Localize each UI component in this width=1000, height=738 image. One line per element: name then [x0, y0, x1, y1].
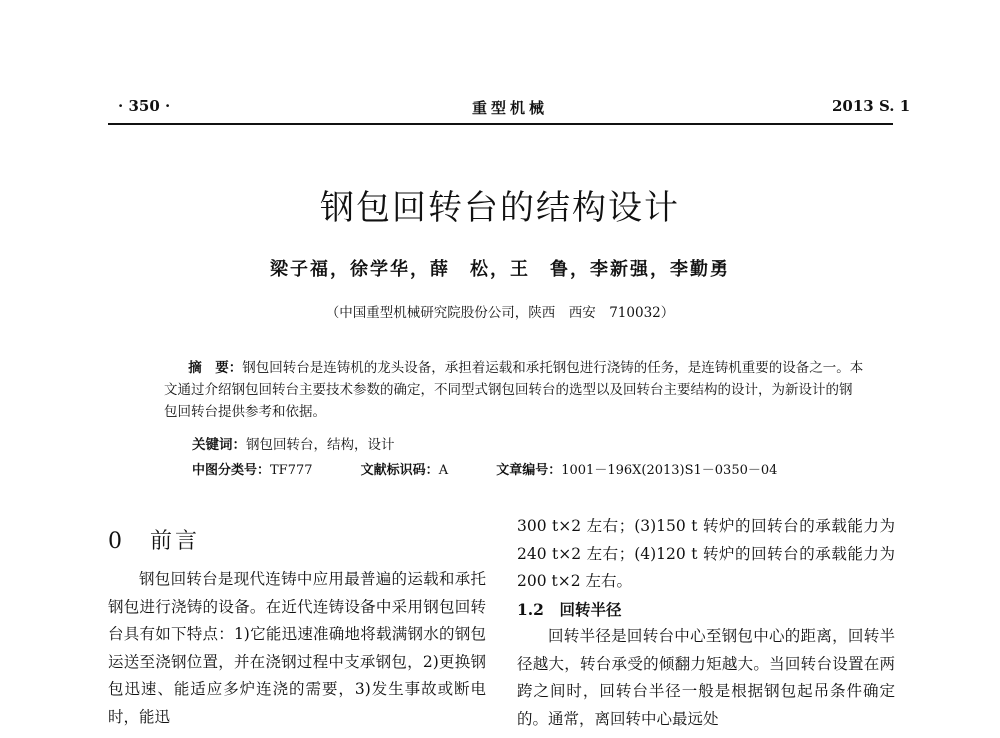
paper-title: 钢包回转台的结构设计	[320, 188, 680, 228]
abstract	[164, 357, 864, 423]
author-list: 梁子福，徐学华，薛 松，王 鲁，李新强，李勤勇	[270, 259, 730, 280]
radius-paragraph: 回转半径是回转台中心至钢包中心的距离，回转半径越大，转台承受的倾翻力矩越大。当回转台设置在两跨之间时，回转台半径一般是根据钢包起吊条件确定的。通常，离回转中心最远处	[517, 627, 895, 728]
subsection-heading-radius: 1.2 回转半径	[517, 599, 622, 619]
article-id-label: 文章编号：	[496, 463, 562, 478]
doc-code-label: 文献标识码：	[360, 463, 439, 478]
right-column	[517, 513, 895, 733]
page-number: · 350 ·	[118, 97, 171, 115]
preface-paragraph: 钢包回转台是现代连铸中应用最普遍的运载和承托钢包进行浇铸的设备。在近代连铸设备中采用钢包回转台具有如下特点：1)它能迅速准确地将载满钢水的钢包运送至浇钢位置，并在浇钢过程中支承钢包，2)更换钢包迅速、能适应多炉连浇的需要，3)发生事故或断电时，能迅	[108, 570, 486, 726]
section-heading-preface: 0 前言	[108, 529, 200, 554]
abstract-text: 钢包回转台是连铸机的龙头设备，承担着运载和承托钢包进行浇铸的任务，是连铸机重要的设备之一。本文通过介绍钢包回转台主要技术参数的确定，不同型式钢包回转台的选型以及回转台主要结构的设计，为新设计的钢包回转台提供参考和依据。	[164, 360, 864, 420]
keywords	[192, 433, 395, 453]
classification-row	[192, 459, 777, 478]
keywords-label: 关键词：	[192, 437, 246, 453]
clc-value: TF777	[270, 463, 313, 478]
issue-number: 2013 S. 1	[832, 97, 911, 115]
keywords-text: 钢包回转台，结构，设计	[246, 437, 395, 453]
capacity-paragraph: 300 t×2 左右；(3)150 t 转炉的回转台的承载能力为 240 t×2 左右；(4)120 t 转炉的回转台的承载能力为 200 t×2 左右。	[517, 517, 895, 590]
clc-label: 中图分类号：	[192, 463, 271, 478]
abstract-label: 摘 要：	[188, 360, 243, 376]
left-column	[108, 566, 486, 731]
doc-code-value: A	[438, 463, 449, 478]
header-rule	[108, 123, 893, 125]
journal-name: 重型机械	[472, 99, 549, 117]
article-id-value: 1001－196X(2013)S1－0350－04	[561, 463, 778, 478]
affiliation: （中国重型机械研究院股份公司，陕西 西安 710032）	[325, 305, 675, 321]
